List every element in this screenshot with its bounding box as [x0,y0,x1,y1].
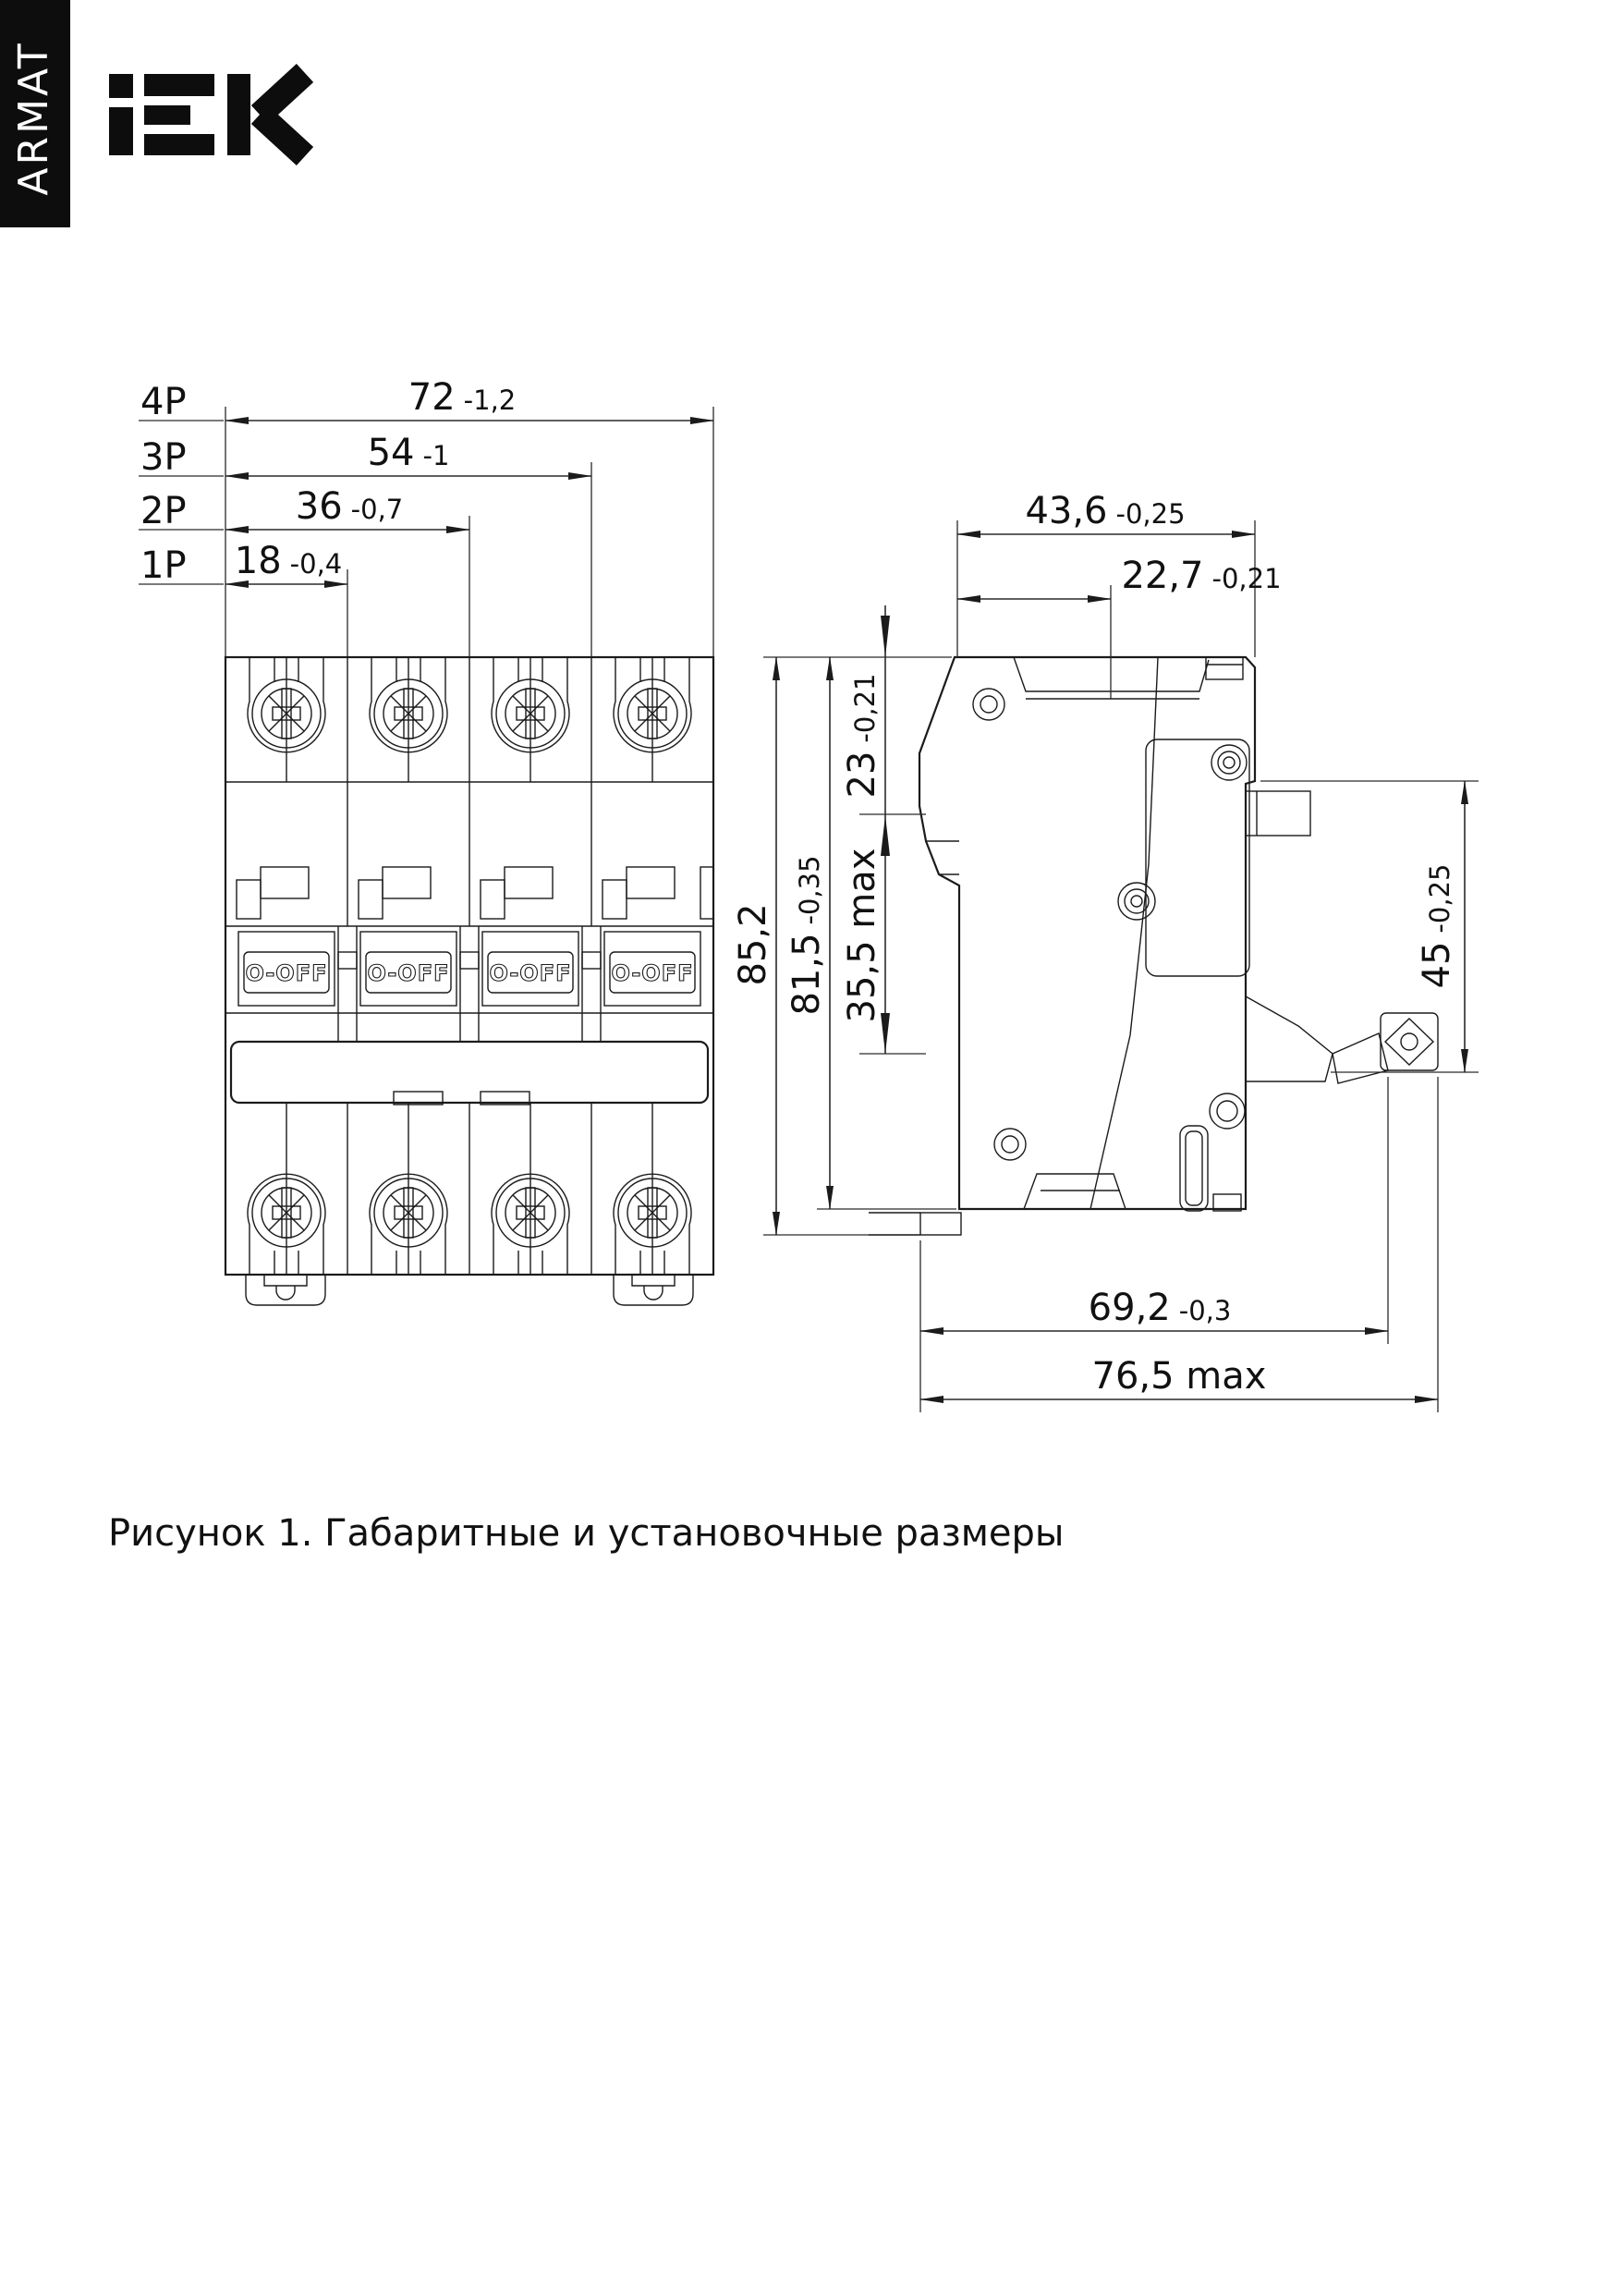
mounting-hooks [237,867,713,919]
terminal-screw [614,1103,691,1275]
dim-body-height: 81,5-0,35 [785,855,828,1016]
side-view [732,490,1479,1412]
terminal-screw [248,1103,325,1275]
toggle-faceplates [238,926,700,1042]
series-label: ARMAT [10,41,57,196]
din-rail-feet [246,1275,693,1305]
terminal-screw [370,1103,447,1275]
side-view-dimensions [732,490,1479,1412]
toggle-state-label: O-OFF [611,960,694,986]
rivet [973,689,1004,720]
terminal-screw [614,657,691,782]
figure-caption: Рисунок 1. Габаритные и установочные размеры [108,1512,1065,1555]
dim-width-3p: 54 -1 [367,432,450,474]
front-view-dimensions [139,376,713,657]
front-view [139,376,713,1305]
page-header [0,0,305,227]
toggle-handle [604,932,700,1006]
iek-logo [109,73,305,156]
terminal-screw [492,657,569,782]
pole-label-4p: 4P [140,381,187,423]
breaker-side-body [869,657,1438,1235]
clip-lock-screw [1381,1013,1438,1070]
dim-din-face: 45-0,25 [1416,863,1458,989]
terminal-screw [492,1103,569,1275]
toggle-state-label: O-OFF [489,960,572,986]
toggle-handle [238,932,335,1006]
dim-toggle-step: 23-0,21 [841,673,883,799]
toggle-state-label: O-OFF [245,960,328,986]
terminal-screw [248,657,325,782]
rivet [1118,883,1155,920]
dim-depth-front-face: 22,7 -0,21 [1121,555,1282,597]
toggle-state-label: O-OFF [367,960,450,986]
pole-label-1p: 1P [140,544,187,587]
pole-label-3p: 3P [140,436,187,479]
dim-width-2p: 36 -0,7 [295,485,404,528]
toggle-handle [360,932,456,1006]
dim-mount-depth: 69,2 -0,3 [1088,1287,1232,1329]
terminal-screw [370,657,447,782]
toggle-handle [482,932,578,1006]
dim-total-height: 85,2 [732,903,774,986]
dim-depth-top: 43,6 -0,25 [1025,490,1186,532]
handle-tie-bar [231,1042,708,1105]
rivet [1211,745,1247,780]
rivet [994,1129,1026,1160]
dim-max-depth: 76,5 max [1091,1355,1267,1398]
dim-handle-zone: 35,5 max [841,848,883,1023]
dim-width-1p: 18 -0,4 [234,540,343,582]
side-label-panel [1146,739,1249,976]
rivet [1210,1093,1245,1129]
pole-label-2p: 2P [140,490,187,532]
dim-width-4p: 72 -1,2 [408,376,517,419]
